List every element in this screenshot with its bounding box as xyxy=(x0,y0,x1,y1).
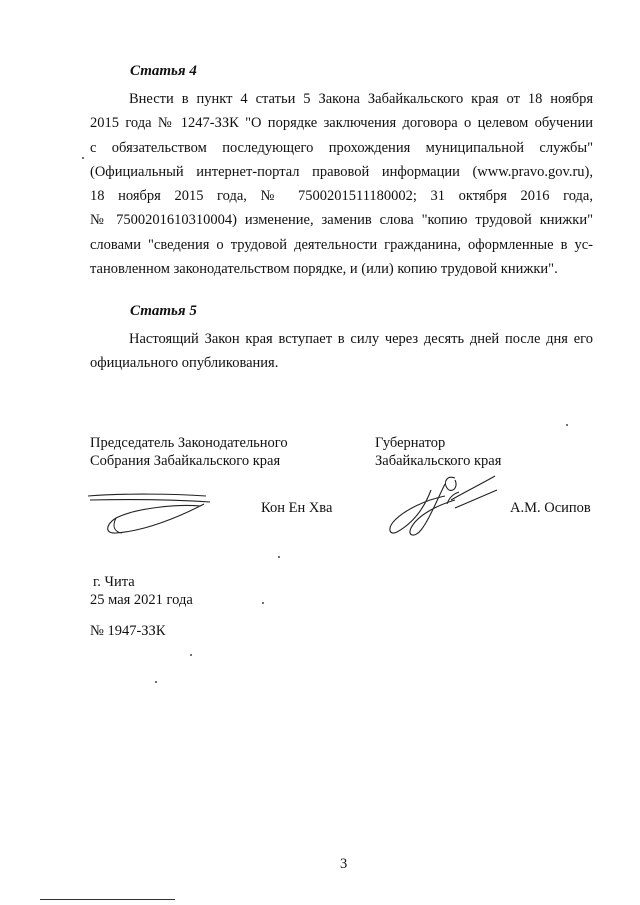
left-title-line: Собрания Забайкальского края xyxy=(90,453,281,469)
article-4-line: 18 ноября 2015 года, № 7500201511180002; 31 октября 2016 года, xyxy=(90,188,593,205)
left-signatory-name: Кон Ен Хва xyxy=(261,500,333,516)
scan-speck xyxy=(262,602,264,604)
article-4-line: 2015 года № 1247-ЗЗК "О порядке заключения договора о целевом обучении xyxy=(90,115,593,132)
article-5-line: Настоящий Закон края вступает в силу через десять дней после дня его xyxy=(129,331,593,347)
scan-speck xyxy=(82,157,84,159)
article-4-line: Внести в пункт 4 статьи 5 Закона Забайкальского края от 18 ноября xyxy=(129,91,593,107)
scan-speck xyxy=(155,681,157,683)
article-4-line: словами "сведения о трудовой деятельности гражданина, оформленные в ус- xyxy=(90,236,593,253)
article-4-line: № 7500201610310004) изменение, заменив слова "копию трудовой книжки" xyxy=(90,212,593,229)
place-and-date xyxy=(90,573,193,609)
city: г. Чита xyxy=(93,574,135,590)
scan-speck xyxy=(278,556,280,558)
article-5-line: официального опубликования. xyxy=(90,355,279,372)
left-signatory-title xyxy=(90,434,288,470)
article-4-body xyxy=(90,87,593,281)
article-4-line: с обязательством последующего прохождения муниципальной службы" xyxy=(90,139,593,156)
right-title-line: Забайкальского края xyxy=(375,453,502,469)
right-title-line: Губернатор xyxy=(375,435,446,451)
article-5-heading: Статья 5 xyxy=(130,303,197,319)
footer-rule xyxy=(40,899,175,900)
left-signature-image xyxy=(86,486,216,546)
signing-date: 25 мая 2021 года xyxy=(90,592,193,608)
left-title-line: Председатель Законодательного xyxy=(90,435,288,451)
page-number: 3 xyxy=(340,856,348,872)
article-4-heading: Статья 4 xyxy=(130,63,197,79)
right-signatory-title xyxy=(375,434,501,470)
law-number: № 1947-ЗЗК xyxy=(90,623,166,639)
scan-speck xyxy=(566,424,568,426)
article-4-line: (Официальный интернет-портал правовой информации (www.pravo.gov.ru), xyxy=(90,163,593,180)
right-signatory-name: А.М. Осипов xyxy=(510,500,591,516)
article-5-body xyxy=(90,327,593,376)
article-4-line: тановленном законодательством порядке, и (или) копию трудовой книжки". xyxy=(90,261,558,278)
scan-speck xyxy=(190,654,192,656)
right-signature-image xyxy=(385,470,505,545)
